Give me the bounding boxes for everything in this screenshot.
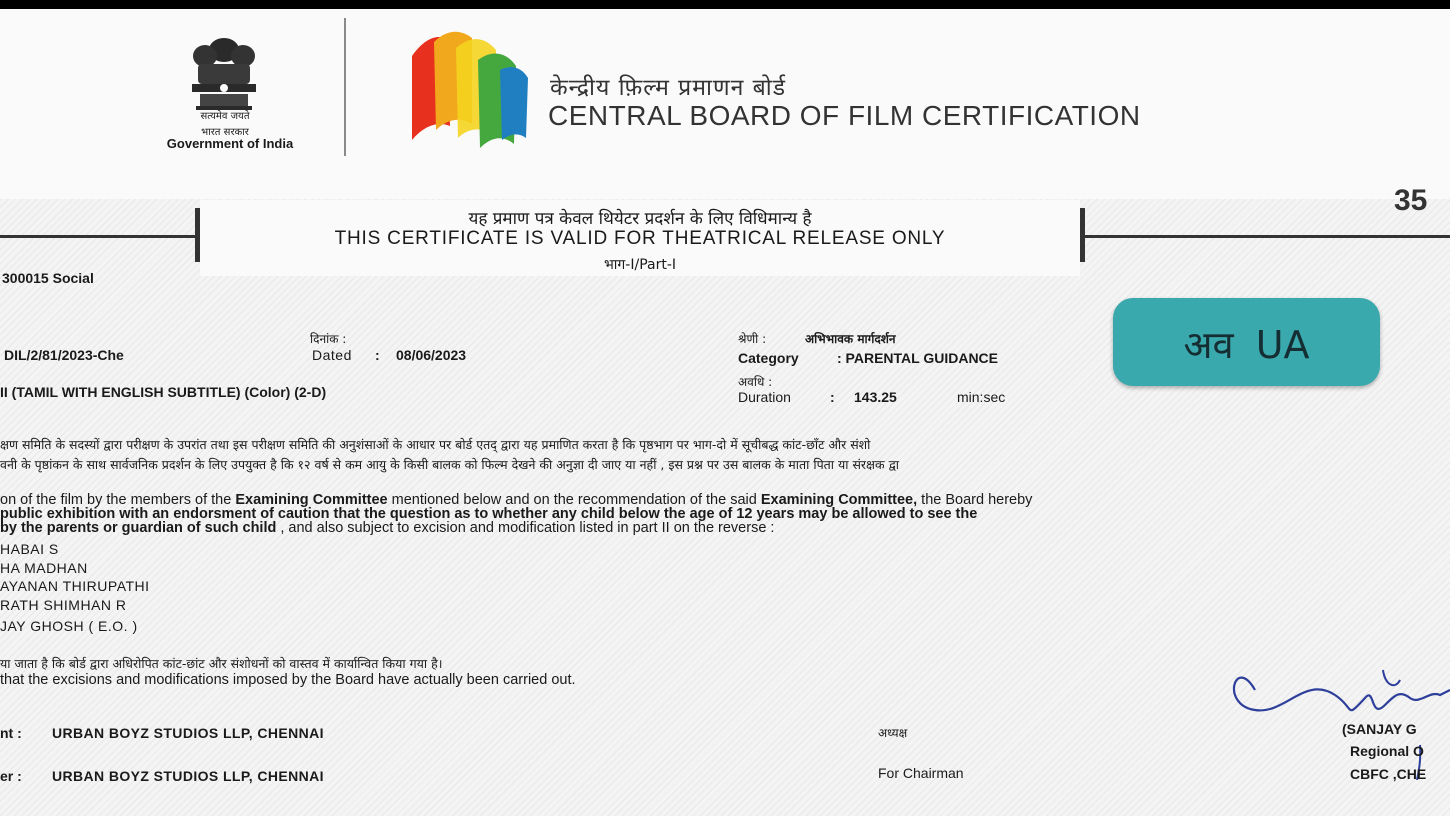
part-label: भाग-I/Part-I <box>603 257 677 273</box>
category-value: : PARENTAL GUIDANCE <box>837 350 998 366</box>
board-name-hindi: केन्द्रीय फ़िल्म प्रमाणन बोर्ड <box>550 75 787 101</box>
national-emblem-icon <box>178 34 270 112</box>
duration-unit: min:sec <box>957 389 1006 405</box>
duration-label-hindi: अवधि : <box>738 375 773 389</box>
committee-member: JAY GHOSH ( E.O. ) <box>0 618 138 634</box>
duration-value: 143.25 <box>854 389 897 405</box>
producer-name: URBAN BOYZ STUDIOS LLP, CHENNAI <box>52 768 324 784</box>
committee-member: HABAI S <box>0 541 59 557</box>
reference-code: 300015 Social <box>2 270 94 286</box>
date-separator: : <box>375 347 380 363</box>
category-label-hindi: श्रेणी : <box>738 332 767 346</box>
statement-text: on of the film by the members of the <box>0 492 236 508</box>
officer-signature <box>1225 650 1450 780</box>
officer-name: (SANJAY G <box>1342 721 1417 737</box>
statement-text: , and also subject to excision and modification listed in part II on the reverse : <box>280 520 775 536</box>
banner-rule-right <box>1083 235 1450 238</box>
statement-emphasis: Examining Committee <box>235 492 388 508</box>
date-label-hindi: दिनांक : <box>310 332 347 346</box>
officer-office: CBFC ,CHE <box>1350 766 1427 782</box>
header-divider <box>344 18 346 156</box>
statement-emphasis: Examining Committee, <box>760 492 918 508</box>
statement-text: the Board hereby <box>917 492 1033 508</box>
officer-title: Regional O <box>1350 743 1424 759</box>
statement-english-line-3 <box>0 520 774 536</box>
file-number: DIL/2/81/2023-Che <box>4 347 124 363</box>
certificate-date: 08/06/2023 <box>396 347 467 363</box>
chairman-hindi: अध्यक्ष <box>878 726 908 740</box>
date-label: Dated <box>312 347 352 363</box>
duration-separator: : <box>830 389 835 405</box>
category-hindi: अभिभावक मार्गदर्शन <box>805 332 896 346</box>
carried-out-english: that the excisions and modifications imposed by the Board have actually been carried out. <box>0 672 576 688</box>
emblem-motto: सत्यमेव जयते <box>200 111 250 122</box>
rating-badge-text: अव UA <box>1183 323 1310 367</box>
statement-text: mentioned below and on the recommendation of the said <box>387 492 761 508</box>
top-border <box>0 0 1450 9</box>
category-label: Category <box>738 350 799 366</box>
statement-hindi-line-1: क्षण समिति के सदस्यों द्वारा परीक्षण के उपरांत तथा इस परीक्षण समिति की अनुशंसाओं के आधार पर बोर्ड एतद् द्वारा यह प्रमाणित करता है कि पृष्ठभाग पर भाग-दो में सूचीबद्ध कांट-छाँट और संशो <box>0 437 871 452</box>
government-hindi: भारत सरकार <box>201 127 249 138</box>
government-of-india: Government of India <box>166 136 294 151</box>
applicant-label: nt : <box>0 725 22 741</box>
board-name-english: CENTRAL BOARD OF FILM CERTIFICATION <box>548 100 1141 131</box>
statement-hindi-line-2: वनी के पृष्ठांकन के साथ सार्वजनिक प्रदर्शन के लिए उपयुक्त है कि १२ वर्ष से कम आयु के किसी बालक को फिल्म देखने की अनुज्ञा दी जाए या नहीं , इस प्रश्न पर उस बालक के माता पिता या संरक्षक द्वा <box>0 457 899 472</box>
statement-emphasis: by the parents or guardian of such child <box>0 520 281 536</box>
statement-english-line-2: public exhibition with an endorsment of caution that the question as to whether any child below the age of 12 years may be allowed to see the <box>0 506 978 522</box>
film-title-line: II (TAMIL WITH ENGLISH SUBTITLE) (Color) (2-D) <box>0 384 327 400</box>
banner-rule-left <box>0 235 198 238</box>
certificate-serial-fragment: 35 <box>1394 184 1428 217</box>
producer-label: er : <box>0 768 22 784</box>
applicant-name: URBAN BOYZ STUDIOS LLP, CHENNAI <box>52 725 324 741</box>
duration-label: Duration <box>738 389 791 405</box>
committee-member: HA MADHAN <box>0 560 88 576</box>
cbfc-logo-icon <box>400 28 540 153</box>
validity-english: THIS CERTIFICATE IS VALID FOR THEATRICAL RELEASE ONLY <box>334 228 946 249</box>
banner-rule-right-end <box>1080 208 1085 262</box>
carried-out-hindi: या जाता है कि बोर्ड द्वारा अधिरोपित कांट-छांट और संशोधनों को वास्तव में कार्यान्वित किया गया है। <box>0 656 443 671</box>
validity-hindi: यह प्रमाण पत्र केवल थियेटर प्रदर्शन के लिए विधिमान्य है <box>468 209 812 229</box>
for-chairman: For Chairman <box>878 765 964 781</box>
committee-member: AYANAN THIRUPATHI <box>0 578 150 594</box>
committee-member: RATH SHIMHAN R <box>0 597 127 613</box>
